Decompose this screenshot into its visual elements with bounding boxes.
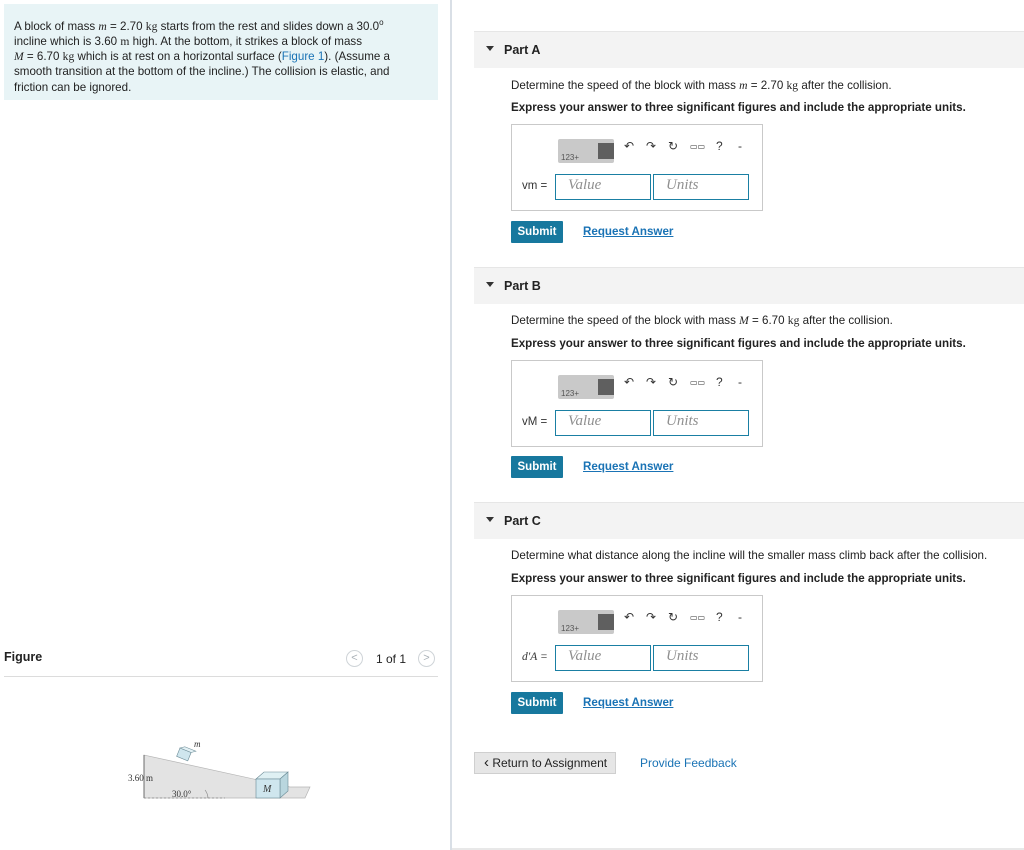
part-title: Part A [504,43,541,57]
problem-text: ). (Assume a [324,50,391,64]
answer-variable-label: vm = [522,180,548,192]
caret-down-icon [486,46,494,51]
answer-variable-label: d′A = [522,651,548,663]
question-text: = 2.70 [747,79,787,92]
part-a-request-answer-link[interactable]: Request Answer [583,225,674,238]
part-title: Part B [504,279,541,293]
part-a-submit-button[interactable]: Submit [511,221,563,243]
question-text: Determine the speed of the block with mass [511,79,740,92]
value-input[interactable]: Value [555,645,651,671]
part-b-question [511,314,893,327]
problem-text: friction can be ignored. [14,80,132,94]
unit-kg: kg [145,19,158,33]
reset-icon[interactable]: ↻ [668,610,679,624]
question-text: = 6.70 [748,314,788,327]
part-a-instruction: Express your answer to three significant figures and include the appropriate units. [511,101,966,114]
part-c-request-answer-link[interactable]: Request Answer [583,696,674,709]
problem-text: incline which is 3.60 [14,35,121,49]
more-icon[interactable]: - [738,610,742,624]
problem-text: smooth transition at the bottom of the incline.) The collision is elastic, and [14,65,390,79]
question-text: after the collision. [798,79,892,92]
part-b-instruction: Express your answer to three significant figures and include the appropriate units. [511,337,966,350]
units-input[interactable]: Units [653,410,749,436]
help-icon[interactable]: ? [716,610,723,624]
part-c-header[interactable] [474,502,1024,539]
provide-feedback-link[interactable]: Provide Feedback [640,756,737,770]
problem-text: high. At the bottom, it strikes a block of mass [129,35,362,49]
value-input[interactable]: Value [555,410,651,436]
return-label: Return to Assignment [492,756,608,770]
part-c-answer-box [511,595,763,682]
problem-statement [4,4,438,100]
reset-icon[interactable]: ↻ [668,375,679,389]
templates-label: 123+ [561,624,580,633]
chevron-left-icon: ‹ [484,754,489,771]
templates-button[interactable] [558,610,614,634]
chevron-left-icon: < [351,652,358,664]
angle-label: 30.0° [172,789,192,799]
incline-figure [120,735,320,810]
block-m-label: m [194,739,201,749]
reset-icon[interactable]: ↻ [668,139,679,153]
caret-down-icon [486,517,494,522]
part-a-answer-box [511,124,763,211]
var-m: m [98,19,107,33]
units-input[interactable]: Units [653,645,749,671]
problem-text: = 6.70 [23,50,63,64]
templates-button[interactable] [558,375,614,399]
template-block-icon [598,379,614,395]
chevron-right-icon: > [423,652,430,664]
problem-text: A block of mass [14,19,99,33]
next-figure-button[interactable] [418,650,435,667]
part-b-submit-button[interactable]: Submit [511,456,563,478]
part-b-header[interactable] [474,267,1024,304]
problem-text: which is at rest on a horizontal surface ( [74,50,282,64]
units-input[interactable]: Units [653,174,749,200]
question-var: m [739,79,748,92]
redo-icon[interactable]: ↷ [646,375,657,389]
math-toolbar [556,137,750,165]
question-unit: kg [787,314,800,327]
math-toolbar [556,608,750,636]
prev-figure-button[interactable] [346,650,363,667]
keyboard-icon[interactable]: ▭▭ [690,613,706,622]
part-c-question: Determine what distance along the incline will the smaller mass climb back after the collision. [511,549,988,562]
column-divider [450,0,452,850]
question-text: after the collision. [799,314,893,327]
unit-m: m [120,35,130,49]
answer-variable-label: vM = [522,416,548,428]
figure-pager: 1 of 1 [376,652,407,666]
templates-button[interactable] [558,139,614,163]
templates-label: 123+ [561,389,580,398]
undo-icon[interactable]: ↶ [624,375,635,389]
more-icon[interactable]: - [738,139,742,153]
value-input[interactable]: Value [555,174,651,200]
part-a-question [511,79,892,92]
more-icon[interactable]: - [738,375,742,389]
return-to-assignment-button[interactable] [474,752,616,774]
keyboard-icon[interactable]: ▭▭ [690,378,706,387]
template-block-icon [598,614,614,630]
caret-down-icon [486,282,494,287]
question-var: M [739,314,749,327]
redo-icon[interactable]: ↷ [646,610,657,624]
problem-text: starts from the rest and slides down a 30.0 [157,19,380,33]
large-block [256,772,288,798]
height-label: 3.60 m [128,773,154,783]
part-a-header[interactable] [474,31,1024,68]
templates-label: 123+ [561,153,580,162]
part-b-request-answer-link[interactable]: Request Answer [583,460,674,473]
undo-icon[interactable]: ↶ [624,610,635,624]
unit-kg: kg [62,50,75,64]
degree-symbol: o [379,18,384,27]
redo-icon[interactable]: ↷ [646,139,657,153]
figure-link[interactable]: Figure 1 [281,50,325,64]
question-unit: kg [786,79,799,92]
keyboard-icon[interactable]: ▭▭ [690,142,706,151]
part-c-instruction: Express your answer to three significant figures and include the appropriate units. [511,572,966,585]
help-icon[interactable]: ? [716,139,723,153]
question-text: Determine the speed of the block with mass [511,314,740,327]
part-c-submit-button[interactable]: Submit [511,692,563,714]
template-block-icon [598,143,614,159]
figure-rule [4,676,438,677]
part-b-answer-box [511,360,763,447]
math-toolbar [556,373,750,401]
block-M-label: M [263,784,272,795]
var-M: M [14,50,24,64]
figure-label: Figure [4,650,43,664]
problem-text: = 2.70 [106,19,146,33]
part-title: Part C [504,514,541,528]
help-icon[interactable]: ? [716,375,723,389]
undo-icon[interactable]: ↶ [624,139,635,153]
